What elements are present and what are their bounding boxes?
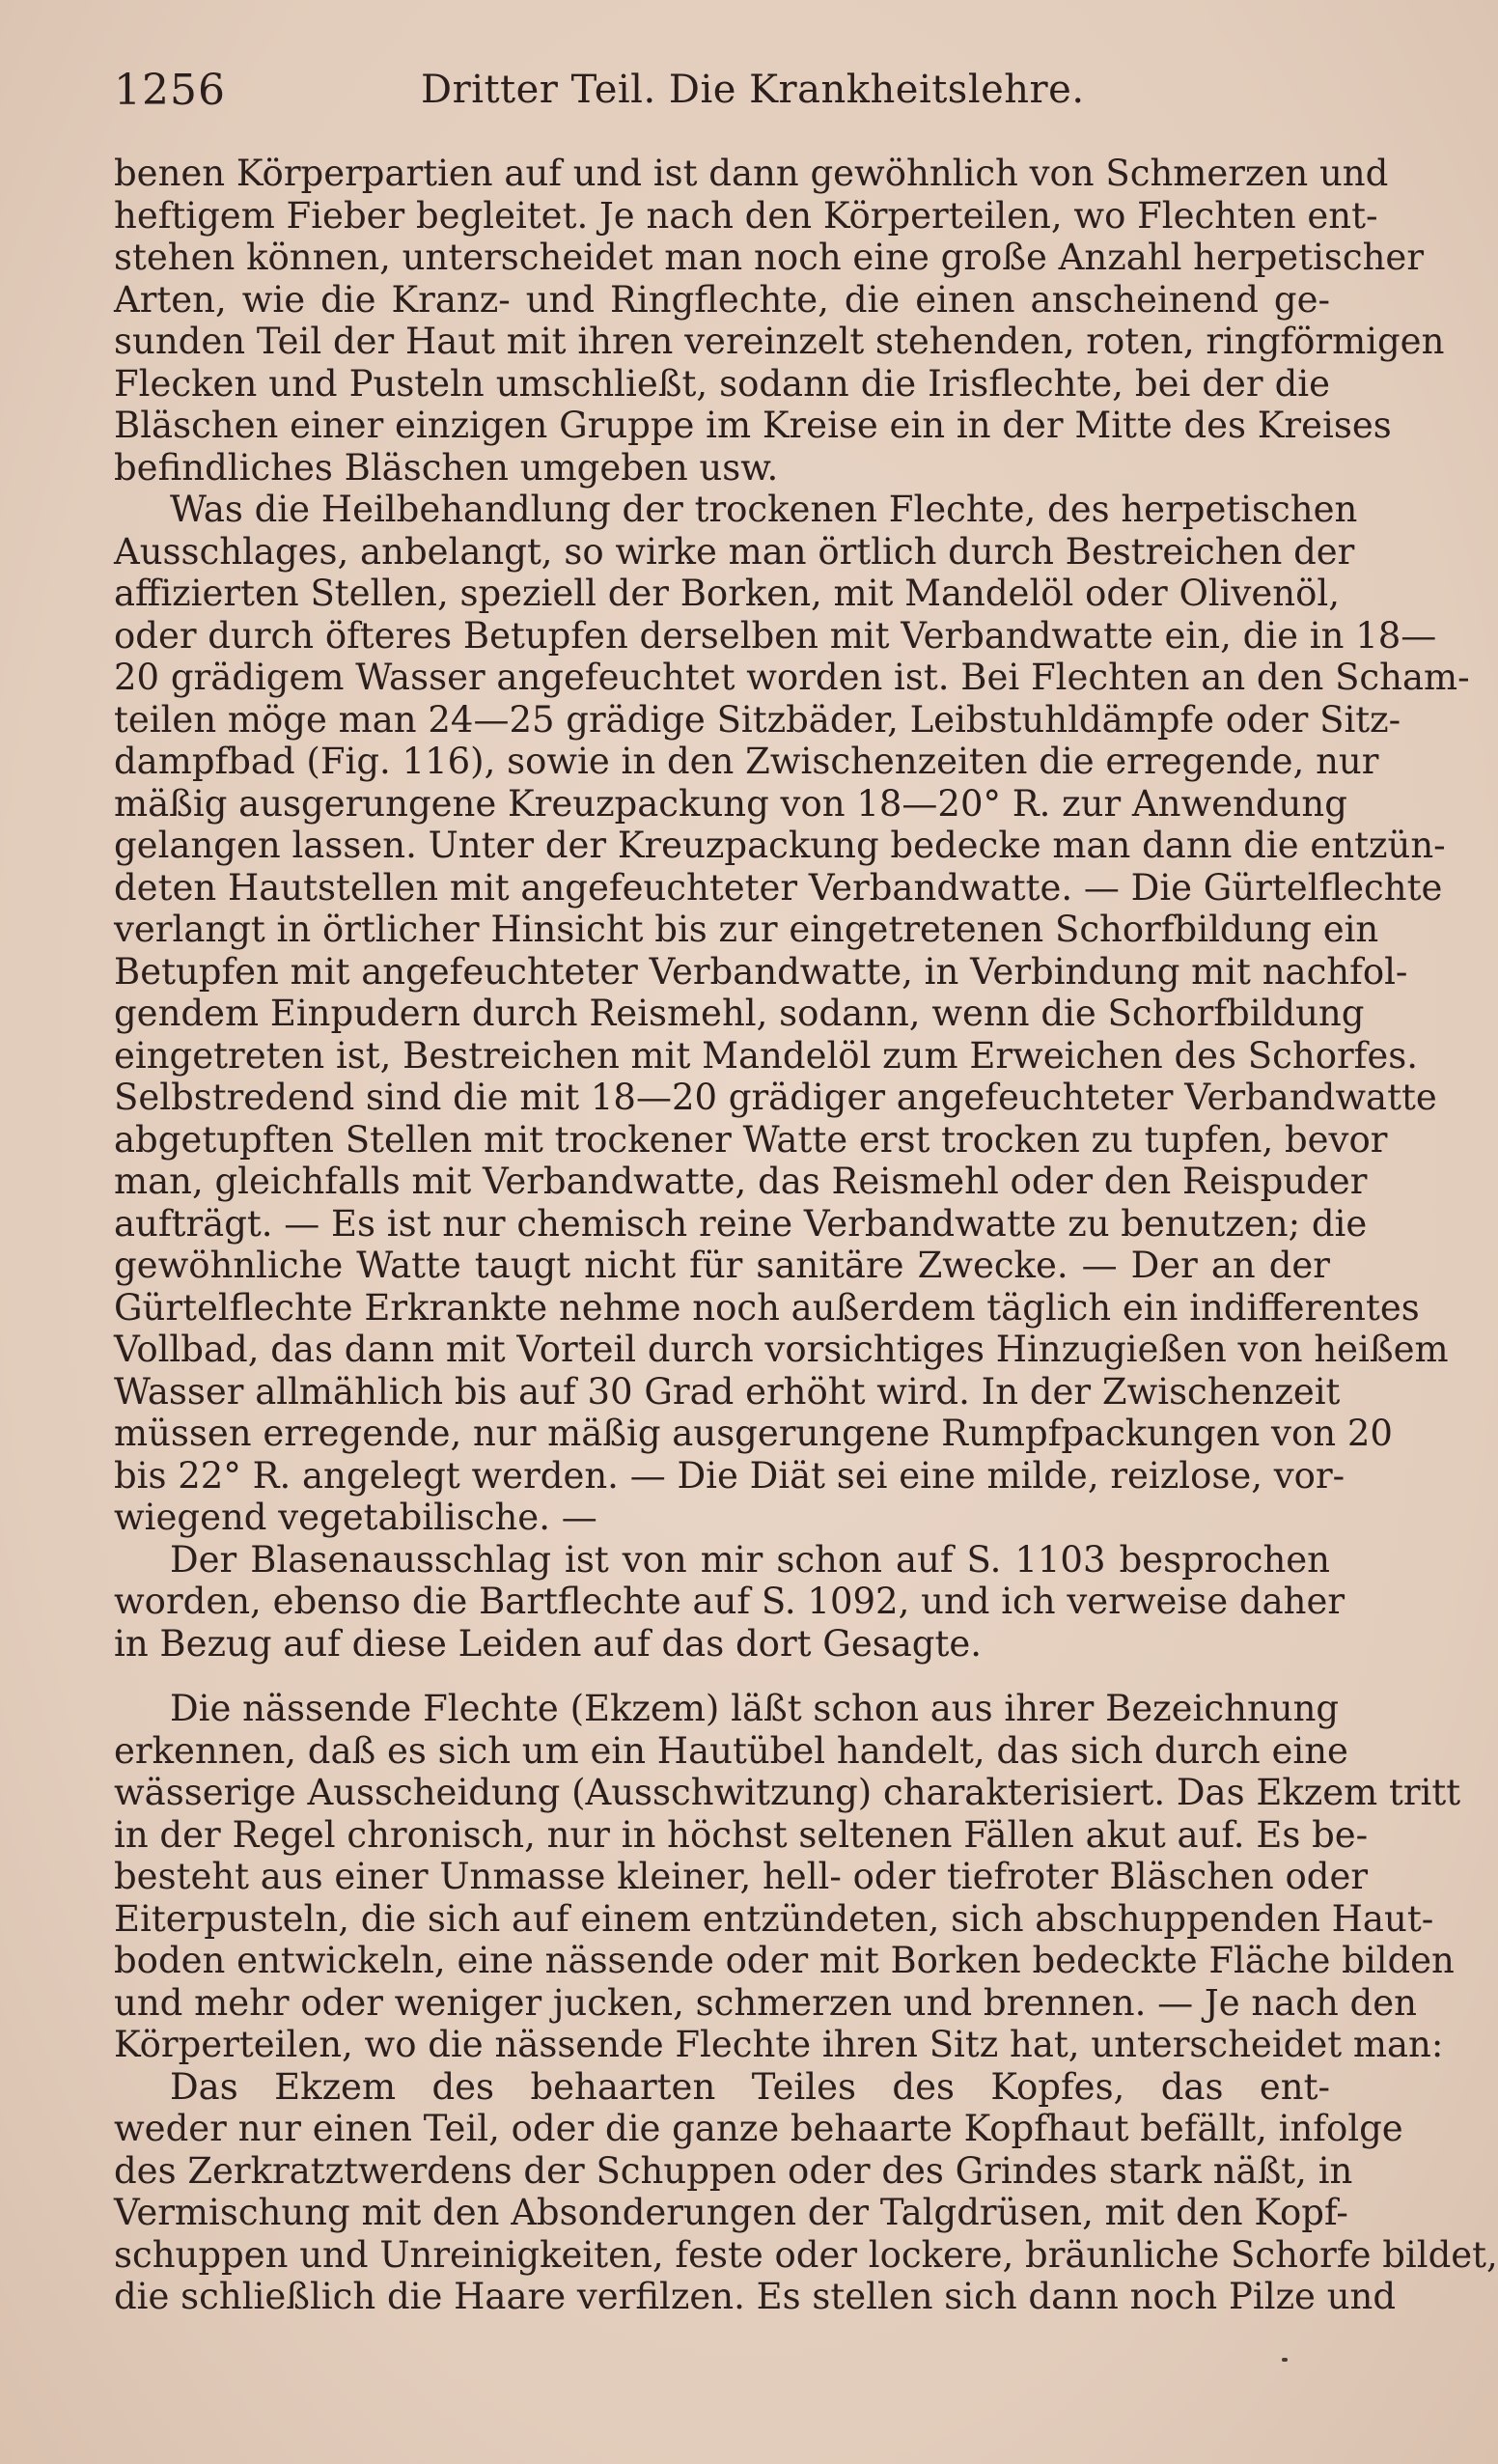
text-line: in Bezug auf diese Leiden auf das dort Gesagte. [114, 1622, 982, 1665]
text-line: affizierten Stellen, speziell der Borken, mit Mandelöl oder Olivenöl, [114, 573, 1340, 614]
text-line: verlangt in örtlicher Hinsicht bis zur eingetretenen Schorfbildung ein [114, 909, 1379, 950]
text-line: gewöhnliche Watte taugt nicht für sanitäre Zwecke. — Der an der [114, 1245, 1330, 1286]
text-line: Flecken und Pusteln umschließt, sodann die Irisflechte, bei der die [114, 362, 1330, 405]
text-line: oder durch öfteres Betupfen derselben mit Verbandwatte ein, die in 18— [114, 614, 1437, 657]
text-line: wiegend vegetabilische. — [114, 1497, 597, 1538]
text-line: Was die Heilbehandlung der trockenen Flechte, des herpetischen [170, 489, 1358, 530]
text-line: Vermischung mit den Absonderungen der Talgdrüsen, mit den Kopf- [114, 2192, 1348, 2233]
text-line: Arten, wie die Kranz- und Ringflechte, die einen anscheinend ge- [114, 278, 1330, 321]
text-line: bis 22° R. angelegt werden. — Die Diät sei eine milde, reizlose, vor- [114, 1454, 1345, 1497]
text-line: man, gleichfalls mit Verbandwatte, das Reismehl oder den Reispuder [114, 1161, 1368, 1202]
text-line: heftigem Fieber begleitet. Je nach den Körperteilen, wo Flechten ent- [114, 194, 1378, 237]
text-line: Das Ekzem des behaarten Teiles des Kopfes, das ent- [170, 2065, 1330, 2108]
text-line: in der Regel chronisch, nur in höchst seltenen Fällen akut auf. Es be- [114, 1813, 1369, 1856]
text-line: Vollbad, das dann mit Vorteil durch vorsichtiges Hinzugießen von heißem [114, 1329, 1449, 1370]
ink-speck [1282, 2358, 1288, 2362]
text-line: eingetreten ist, Bestreichen mit Mandelöl zum Erweichen des Schorfes. [114, 1034, 1419, 1077]
text-line: worden, ebenso die Bartflechte auf S. 1092, und ich verweise daher [114, 1581, 1345, 1622]
text-line: abgetupften Stellen mit trockener Watte erst trocken zu tupfen, bevor [114, 1118, 1388, 1161]
text-line: des Zerkratztwerdens der Schuppen oder des Grindes stark näßt, in [114, 2149, 1353, 2192]
running-title: Dritter Teil. Die Krankheitslehre. [421, 68, 1085, 112]
page-number: 1256 [114, 66, 226, 115]
body-text [114, 153, 1498, 2318]
text-line: gendem Einpudern durch Reismehl, sodann, wenn die Schorfbildung [114, 993, 1365, 1034]
text-line: Selbstredend sind die mit 18—20 grädiger angefeuchteter Verbandwatte [114, 1077, 1437, 1118]
text-line-section-start: Die nässende Flechte (Ekzem) läßt schon aus ihrer Bezeichnung [170, 1688, 1340, 1729]
text-line: Ausschlages, anbelangt, so wirke man örtlich durch Bestreichen der [114, 530, 1355, 573]
text-line: Gürtelflechte Erkrankte nehme noch außerdem täglich ein indifferentes [114, 1286, 1420, 1329]
text-line: mäßig ausgerungene Kreuzpackung von 18—20° R. zur Anwendung [114, 782, 1347, 825]
text-line: 20 grädigem Wasser angefeuchtet worden ist. Bei Flechten an den Scham- [114, 657, 1470, 698]
text-line: und mehr oder weniger jucken, schmerzen und brennen. — Je nach den [114, 1981, 1417, 2024]
text-line: boden entwickeln, eine nässende oder mit Borken bedeckte Fläche bilden [114, 1940, 1455, 1981]
text-line: die schließlich die Haare verfilzen. Es stellen sich dann noch Pilze und [114, 2276, 1397, 2317]
text-line: gelangen lassen. Unter der Kreuzpackung bedecke man dann die entzün- [114, 825, 1446, 866]
text-line: befindliches Bläschen umgeben usw. [114, 446, 779, 489]
text-line: weder nur einen Teil, oder die ganze behaarte Kopfhaut befällt, infolge [114, 2108, 1403, 2149]
paragraph-gap [114, 1665, 1330, 1688]
text-line: Eiterpusteln, die sich auf einem entzündeten, sich abschuppenden Haut- [114, 1897, 1434, 1940]
text-line: wässerige Ausscheidung (Ausschwitzung) charakterisiert. Das Ekzem tritt [114, 1772, 1461, 1813]
text-line: schuppen und Unreinigkeiten, feste oder lockere, bräunliche Schorfe bildet, [114, 2233, 1498, 2276]
text-line: Der Blasenausschlag ist von mir schon auf S. 1103 besprochen [170, 1538, 1330, 1581]
text-line: müssen erregende, nur mäßig ausgerungene Rumpfpackungen von 20 [114, 1413, 1393, 1454]
text-line: aufträgt. — Es ist nur chemisch reine Verbandwatte zu benutzen; die [114, 1202, 1368, 1245]
text-line: besteht aus einer Unmasse kleiner, hell- oder tiefroter Bläschen oder [114, 1856, 1369, 1897]
text-line: erkennen, daß es sich um ein Hautübel handelt, das sich durch eine [114, 1729, 1348, 1772]
page-header [114, 66, 1330, 124]
text-line: teilen möge man 24—25 grädige Sitzbäder, Leibstuhldämpfe oder Sitz- [114, 698, 1401, 741]
text-line: Bläschen einer einzigen Gruppe im Kreise ein in der Mitte des Kreises [114, 405, 1392, 446]
text-line: dampfbad (Fig. 116), sowie in den Zwischenzeiten die erregende, nur [114, 741, 1379, 782]
text-line: Wasser allmählich bis auf 30 Grad erhöht wird. In der Zwischenzeit [114, 1370, 1341, 1413]
text-line: Betupfen mit angefeuchteter Verbandwatte, in Verbindung mit nachfol- [114, 950, 1408, 993]
text-line: stehen können, unterscheidet man noch eine große Anzahl herpetischer [114, 237, 1425, 278]
text-line: sunden Teil der Haut mit ihren vereinzelt stehenden, roten, ringförmigen [114, 321, 1445, 362]
text-line: Körperteilen, wo die nässende Flechte ihren Sitz hat, unterscheidet man: [114, 2024, 1444, 2065]
text-line: benen Körperpartien auf und ist dann gewöhnlich von Schmerzen und [114, 153, 1389, 194]
text-line: deten Hautstellen mit angefeuchteter Verbandwatte. — Die Gürtelflechte [114, 866, 1443, 909]
